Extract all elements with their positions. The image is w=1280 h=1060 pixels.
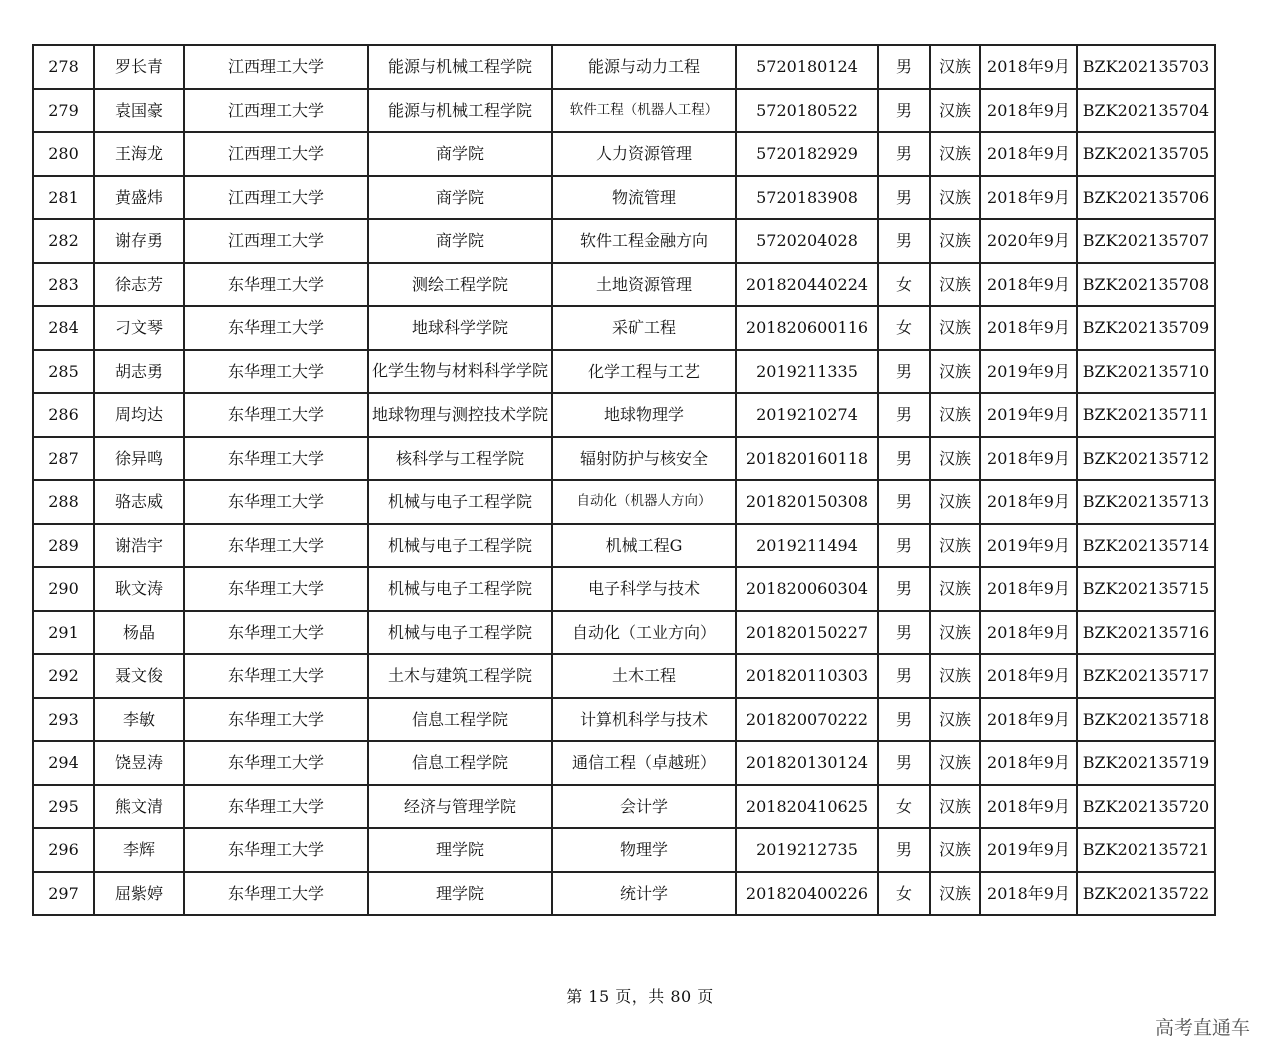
university-cell: 江西理工大学 xyxy=(184,89,368,133)
ethnicity-cell: 汉族 xyxy=(930,785,980,829)
ethnicity-cell: 汉族 xyxy=(930,350,980,394)
row-number-cell: 289 xyxy=(33,524,94,568)
gender-cell: 女 xyxy=(878,785,930,829)
table-row xyxy=(33,306,1215,350)
table-row xyxy=(33,567,1215,611)
student-id-cell: 5720180522 xyxy=(736,89,878,133)
ethnicity-cell: 汉族 xyxy=(930,132,980,176)
name-cell: 周均达 xyxy=(94,393,184,437)
table-row xyxy=(33,350,1215,394)
certificate-number-cell: BZK202135714 xyxy=(1077,524,1215,568)
college-cell: 信息工程学院 xyxy=(368,741,552,785)
row-number-cell: 297 xyxy=(33,872,94,916)
enrollment-date-cell: 2018年9月 xyxy=(980,480,1077,524)
enrollment-date-cell: 2018年9月 xyxy=(980,567,1077,611)
table-row xyxy=(33,45,1215,89)
name-cell: 屈紫婷 xyxy=(94,872,184,916)
gender-cell: 男 xyxy=(878,524,930,568)
certificate-number-cell: BZK202135705 xyxy=(1077,132,1215,176)
major-cell: 机械工程G xyxy=(552,524,736,568)
gender-cell: 男 xyxy=(878,219,930,263)
ethnicity-cell: 汉族 xyxy=(930,480,980,524)
university-cell: 东华理工大学 xyxy=(184,437,368,481)
ethnicity-cell: 汉族 xyxy=(930,872,980,916)
table-row xyxy=(33,872,1215,916)
student-id-cell: 201820110303 xyxy=(736,654,878,698)
row-number-cell: 294 xyxy=(33,741,94,785)
gender-cell: 男 xyxy=(878,698,930,742)
university-cell: 东华理工大学 xyxy=(184,872,368,916)
university-cell: 东华理工大学 xyxy=(184,306,368,350)
major-cell: 物流管理 xyxy=(552,176,736,220)
ethnicity-cell: 汉族 xyxy=(930,654,980,698)
table-row xyxy=(33,698,1215,742)
student-id-cell: 5720180124 xyxy=(736,45,878,89)
enrollment-date-cell: 2018年9月 xyxy=(980,176,1077,220)
gender-cell: 男 xyxy=(878,393,930,437)
enrollment-date-cell: 2018年9月 xyxy=(980,45,1077,89)
ethnicity-cell: 汉族 xyxy=(930,393,980,437)
certificate-number-cell: BZK202135720 xyxy=(1077,785,1215,829)
gender-cell: 男 xyxy=(878,611,930,655)
major-cell: 人力资源管理 xyxy=(552,132,736,176)
table-row xyxy=(33,480,1215,524)
certificate-number-cell: BZK202135719 xyxy=(1077,741,1215,785)
table-row xyxy=(33,219,1215,263)
major-cell: 自动化（工业方向） xyxy=(552,611,736,655)
college-cell: 测绘工程学院 xyxy=(368,263,552,307)
major-cell: 会计学 xyxy=(552,785,736,829)
major-cell: 采矿工程 xyxy=(552,306,736,350)
college-cell: 能源与机械工程学院 xyxy=(368,45,552,89)
name-cell: 谢浩宇 xyxy=(94,524,184,568)
certificate-number-cell: BZK202135713 xyxy=(1077,480,1215,524)
student-id-cell: 2019211335 xyxy=(736,350,878,394)
gender-cell: 男 xyxy=(878,741,930,785)
university-cell: 江西理工大学 xyxy=(184,45,368,89)
enrollment-date-cell: 2018年9月 xyxy=(980,741,1077,785)
name-cell: 杨晶 xyxy=(94,611,184,655)
row-number-cell: 291 xyxy=(33,611,94,655)
gender-cell: 男 xyxy=(878,654,930,698)
major-cell: 化学工程与工艺 xyxy=(552,350,736,394)
student-id-cell: 5720204028 xyxy=(736,219,878,263)
name-cell: 熊文清 xyxy=(94,785,184,829)
certificate-number-cell: BZK202135722 xyxy=(1077,872,1215,916)
college-cell: 地球物理与测控技术学院 xyxy=(368,393,552,437)
table-row xyxy=(33,654,1215,698)
major-cell: 软件工程（机器人工程） xyxy=(552,89,736,133)
name-cell: 袁国豪 xyxy=(94,89,184,133)
university-cell: 江西理工大学 xyxy=(184,132,368,176)
enrollment-date-cell: 2019年9月 xyxy=(980,350,1077,394)
enrollment-date-cell: 2018年9月 xyxy=(980,306,1077,350)
certificate-number-cell: BZK202135709 xyxy=(1077,306,1215,350)
enrollment-date-cell: 2018年9月 xyxy=(980,698,1077,742)
university-cell: 东华理工大学 xyxy=(184,567,368,611)
certificate-number-cell: BZK202135717 xyxy=(1077,654,1215,698)
row-number-cell: 288 xyxy=(33,480,94,524)
ethnicity-cell: 汉族 xyxy=(930,263,980,307)
ethnicity-cell: 汉族 xyxy=(930,45,980,89)
major-cell: 计算机科学与技术 xyxy=(552,698,736,742)
name-cell: 谢存勇 xyxy=(94,219,184,263)
major-cell: 土地资源管理 xyxy=(552,263,736,307)
table-row xyxy=(33,89,1215,133)
college-cell: 理学院 xyxy=(368,872,552,916)
table-row xyxy=(33,524,1215,568)
table-row xyxy=(33,611,1215,655)
student-id-cell: 201820600116 xyxy=(736,306,878,350)
university-cell: 东华理工大学 xyxy=(184,263,368,307)
university-cell: 东华理工大学 xyxy=(184,785,368,829)
name-cell: 饶昱涛 xyxy=(94,741,184,785)
ethnicity-cell: 汉族 xyxy=(930,176,980,220)
ethnicity-cell: 汉族 xyxy=(930,741,980,785)
ethnicity-cell: 汉族 xyxy=(930,567,980,611)
major-cell: 地球物理学 xyxy=(552,393,736,437)
major-cell: 物理学 xyxy=(552,828,736,872)
student-id-cell: 201820400226 xyxy=(736,872,878,916)
certificate-number-cell: BZK202135712 xyxy=(1077,437,1215,481)
row-number-cell: 279 xyxy=(33,89,94,133)
university-cell: 东华理工大学 xyxy=(184,350,368,394)
row-number-cell: 287 xyxy=(33,437,94,481)
college-cell: 机械与电子工程学院 xyxy=(368,524,552,568)
name-cell: 聂文俊 xyxy=(94,654,184,698)
university-cell: 东华理工大学 xyxy=(184,741,368,785)
student-id-cell: 2019210274 xyxy=(736,393,878,437)
gender-cell: 男 xyxy=(878,480,930,524)
student-id-cell: 201820160118 xyxy=(736,437,878,481)
student-id-cell: 201820410625 xyxy=(736,785,878,829)
row-number-cell: 290 xyxy=(33,567,94,611)
college-cell: 商学院 xyxy=(368,132,552,176)
enrollment-date-cell: 2018年9月 xyxy=(980,611,1077,655)
certificate-number-cell: BZK202135716 xyxy=(1077,611,1215,655)
gender-cell: 男 xyxy=(878,350,930,394)
college-cell: 经济与管理学院 xyxy=(368,785,552,829)
table-row xyxy=(33,828,1215,872)
student-id-cell: 201820130124 xyxy=(736,741,878,785)
name-cell: 黄盛炜 xyxy=(94,176,184,220)
college-cell: 商学院 xyxy=(368,219,552,263)
student-id-cell: 5720183908 xyxy=(736,176,878,220)
row-number-cell: 284 xyxy=(33,306,94,350)
student-id-cell: 2019212735 xyxy=(736,828,878,872)
major-cell: 辐射防护与核安全 xyxy=(552,437,736,481)
university-cell: 东华理工大学 xyxy=(184,393,368,437)
university-cell: 江西理工大学 xyxy=(184,176,368,220)
university-cell: 江西理工大学 xyxy=(184,219,368,263)
name-cell: 徐异鸣 xyxy=(94,437,184,481)
ethnicity-cell: 汉族 xyxy=(930,89,980,133)
certificate-number-cell: BZK202135707 xyxy=(1077,219,1215,263)
row-number-cell: 286 xyxy=(33,393,94,437)
ethnicity-cell: 汉族 xyxy=(930,306,980,350)
gender-cell: 男 xyxy=(878,176,930,220)
name-cell: 李敏 xyxy=(94,698,184,742)
student-id-cell: 201820150308 xyxy=(736,480,878,524)
name-cell: 李辉 xyxy=(94,828,184,872)
name-cell: 罗长青 xyxy=(94,45,184,89)
row-number-cell: 292 xyxy=(33,654,94,698)
student-id-cell: 201820060304 xyxy=(736,567,878,611)
page-number: 第 15 页，共 80 页 xyxy=(566,987,714,1006)
enrollment-date-cell: 2018年9月 xyxy=(980,132,1077,176)
certificate-number-cell: BZK202135715 xyxy=(1077,567,1215,611)
ethnicity-cell: 汉族 xyxy=(930,611,980,655)
ethnicity-cell: 汉族 xyxy=(930,698,980,742)
student-id-cell: 2019211494 xyxy=(736,524,878,568)
college-cell: 机械与电子工程学院 xyxy=(368,480,552,524)
ethnicity-cell: 汉族 xyxy=(930,219,980,263)
certificate-number-cell: BZK202135711 xyxy=(1077,393,1215,437)
enrollment-date-cell: 2018年9月 xyxy=(980,654,1077,698)
gender-cell: 女 xyxy=(878,306,930,350)
college-cell: 商学院 xyxy=(368,176,552,220)
name-cell: 骆志威 xyxy=(94,480,184,524)
name-cell: 徐志芳 xyxy=(94,263,184,307)
row-number-cell: 278 xyxy=(33,45,94,89)
name-cell: 胡志勇 xyxy=(94,350,184,394)
certificate-number-cell: BZK202135708 xyxy=(1077,263,1215,307)
certificate-number-cell: BZK202135710 xyxy=(1077,350,1215,394)
university-cell: 东华理工大学 xyxy=(184,698,368,742)
major-cell: 软件工程金融方向 xyxy=(552,219,736,263)
major-cell: 统计学 xyxy=(552,872,736,916)
ethnicity-cell: 汉族 xyxy=(930,437,980,481)
table-row xyxy=(33,176,1215,220)
student-id-cell: 201820070222 xyxy=(736,698,878,742)
table-body xyxy=(33,45,1215,915)
row-number-cell: 280 xyxy=(33,132,94,176)
major-cell: 电子科学与技术 xyxy=(552,567,736,611)
enrollment-date-cell: 2018年9月 xyxy=(980,872,1077,916)
enrollment-date-cell: 2018年9月 xyxy=(980,785,1077,829)
college-cell: 地球科学学院 xyxy=(368,306,552,350)
gender-cell: 男 xyxy=(878,89,930,133)
table-row xyxy=(33,132,1215,176)
student-id-cell: 201820440224 xyxy=(736,263,878,307)
college-cell: 机械与电子工程学院 xyxy=(368,567,552,611)
row-number-cell: 296 xyxy=(33,828,94,872)
gender-cell: 男 xyxy=(878,132,930,176)
certificate-number-cell: BZK202135721 xyxy=(1077,828,1215,872)
university-cell: 东华理工大学 xyxy=(184,611,368,655)
table-row xyxy=(33,393,1215,437)
row-number-cell: 285 xyxy=(33,350,94,394)
major-cell: 能源与动力工程 xyxy=(552,45,736,89)
certificate-number-cell: BZK202135706 xyxy=(1077,176,1215,220)
certificate-number-cell: BZK202135703 xyxy=(1077,45,1215,89)
student-id-cell: 5720182929 xyxy=(736,132,878,176)
table-row xyxy=(33,785,1215,829)
row-number-cell: 281 xyxy=(33,176,94,220)
enrollment-date-cell: 2020年9月 xyxy=(980,219,1077,263)
row-number-cell: 295 xyxy=(33,785,94,829)
ethnicity-cell: 汉族 xyxy=(930,828,980,872)
university-cell: 东华理工大学 xyxy=(184,524,368,568)
enrollment-date-cell: 2019年9月 xyxy=(980,524,1077,568)
ethnicity-cell: 汉族 xyxy=(930,524,980,568)
student-id-cell: 201820150227 xyxy=(736,611,878,655)
enrollment-date-cell: 2019年9月 xyxy=(980,828,1077,872)
gender-cell: 男 xyxy=(878,828,930,872)
gender-cell: 男 xyxy=(878,45,930,89)
name-cell: 耿文涛 xyxy=(94,567,184,611)
major-cell: 土木工程 xyxy=(552,654,736,698)
name-cell: 王海龙 xyxy=(94,132,184,176)
gender-cell: 男 xyxy=(878,437,930,481)
enrollment-date-cell: 2018年9月 xyxy=(980,263,1077,307)
student-roster-table xyxy=(32,44,1216,916)
row-number-cell: 283 xyxy=(33,263,94,307)
university-cell: 东华理工大学 xyxy=(184,480,368,524)
college-cell: 机械与电子工程学院 xyxy=(368,611,552,655)
certificate-number-cell: BZK202135718 xyxy=(1077,698,1215,742)
university-cell: 东华理工大学 xyxy=(184,654,368,698)
college-cell: 化学生物与材料科学学院 xyxy=(368,350,552,394)
major-cell: 通信工程（卓越班） xyxy=(552,741,736,785)
enrollment-date-cell: 2018年9月 xyxy=(980,89,1077,133)
row-number-cell: 293 xyxy=(33,698,94,742)
university-cell: 东华理工大学 xyxy=(184,828,368,872)
college-cell: 核科学与工程学院 xyxy=(368,437,552,481)
table-row xyxy=(33,741,1215,785)
certificate-number-cell: BZK202135704 xyxy=(1077,89,1215,133)
college-cell: 理学院 xyxy=(368,828,552,872)
table-row xyxy=(33,263,1215,307)
gender-cell: 男 xyxy=(878,567,930,611)
enrollment-date-cell: 2018年9月 xyxy=(980,437,1077,481)
major-cell: 自动化（机器人方向） xyxy=(552,480,736,524)
college-cell: 能源与机械工程学院 xyxy=(368,89,552,133)
table-row xyxy=(33,437,1215,481)
watermark-logo-text: 高考直通车 xyxy=(1154,1017,1250,1039)
gender-cell: 女 xyxy=(878,263,930,307)
gender-cell: 女 xyxy=(878,872,930,916)
college-cell: 信息工程学院 xyxy=(368,698,552,742)
college-cell: 土木与建筑工程学院 xyxy=(368,654,552,698)
enrollment-date-cell: 2019年9月 xyxy=(980,393,1077,437)
name-cell: 刁文琴 xyxy=(94,306,184,350)
row-number-cell: 282 xyxy=(33,219,94,263)
